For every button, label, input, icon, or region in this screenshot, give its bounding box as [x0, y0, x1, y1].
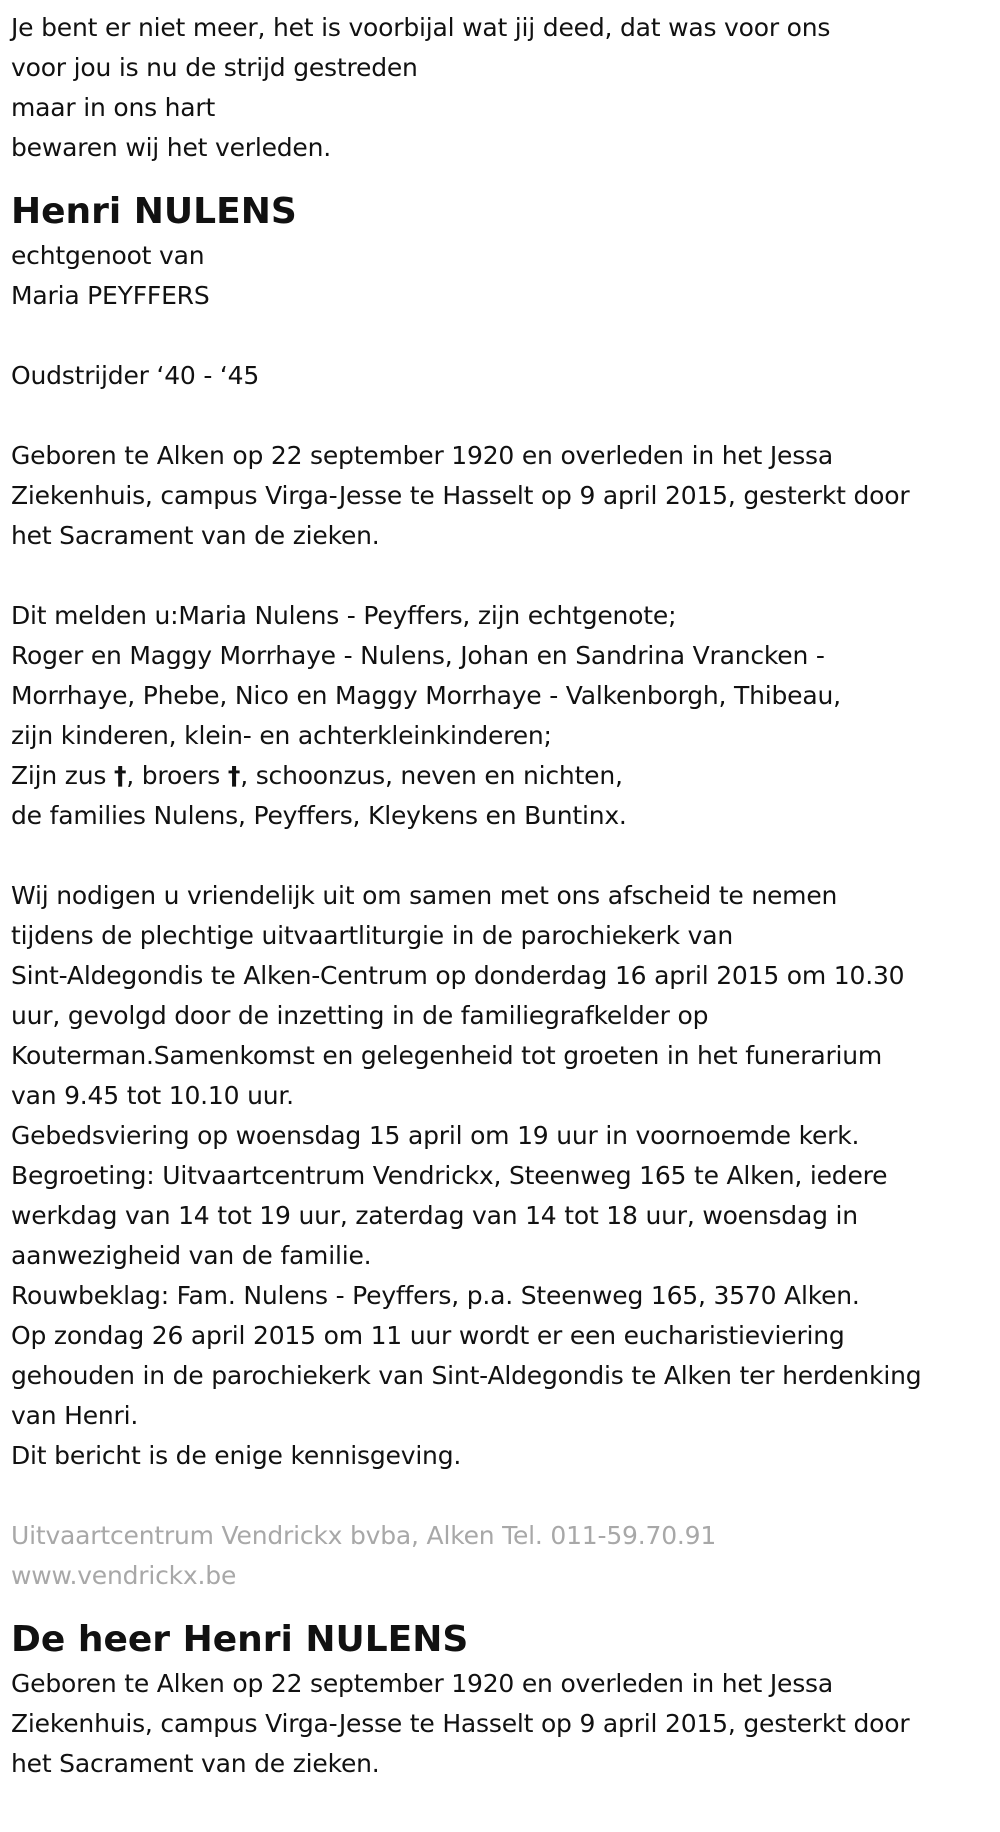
second-notice-name: De heer Henri NULENS — [11, 1619, 469, 1660]
paragraph-line: Wij nodigen u vriendelijk uit om samen met ons afscheid te nemen — [11, 881, 838, 910]
paragraph-line: Begroeting: Uitvaartcentrum Vendrickx, Steenweg 165 te Alken, iedere — [11, 1161, 888, 1190]
spacer — [11, 396, 996, 436]
spacer — [11, 556, 996, 596]
spacer — [11, 316, 996, 356]
paragraph-line: Geboren te Alken op 22 september 1920 en overleden in het Jessa — [11, 441, 834, 470]
paragraph-line: Morrhaye, Phebe, Nico en Maggy Morrhaye - Valkenborgh, Thibeau, — [11, 681, 841, 710]
veteran-note: Oudstrijder ‘40 - ‘45 — [11, 361, 260, 390]
paragraph-line: Sint-Aldegondis te Alken-Centrum op donderdag 16 april 2015 om 10.30 — [11, 961, 905, 990]
poem-line: Je bent er niet meer, het is voorbijal wat jij deed, dat was voor ons — [11, 13, 831, 42]
paragraph-line: het Sacrament van de zieken. — [11, 521, 380, 550]
paragraph-line: Rouwbeklag: Fam. Nulens - Peyffers, p.a. Steenweg 165, 3570 Alken. — [11, 1281, 860, 1310]
siblings-text: , schoonzus, neven en nichten, — [240, 761, 623, 790]
paragraph-line: van 9.45 tot 10.10 uur. — [11, 1081, 294, 1110]
cross-icon: † — [227, 761, 241, 790]
paragraph-line: tijdens de plechtige uitvaartliturgie in de parochiekerk van — [11, 921, 734, 950]
poem — [11, 8, 996, 168]
paragraph-line: van Henri. — [11, 1401, 139, 1430]
spouse-intro: echtgenoot van — [11, 241, 205, 270]
obituary-document — [11, 8, 996, 1784]
paragraph-line: Op zondag 26 april 2015 om 11 uur wordt er een eucharistieviering — [11, 1321, 845, 1350]
paragraph-line: Dit melden u:Maria Nulens - Peyffers, zijn echtgenote; — [11, 601, 677, 630]
poem-line: maar in ons hart — [11, 93, 216, 122]
deceased-name: Henri NULENS — [11, 191, 297, 232]
poem-line: voor jou is nu de strijd gestreden — [11, 53, 418, 82]
siblings-line — [11, 756, 996, 796]
paragraph-line: werkdag van 14 tot 19 uur, zaterdag van 14 tot 18 uur, woensdag in — [11, 1201, 858, 1230]
poem-line: bewaren wij het verleden. — [11, 133, 332, 162]
paragraph-line: de families Nulens, Peyffers, Kleykens en Buntinx. — [11, 801, 627, 830]
funeral-home-contact: Uitvaartcentrum Vendrickx bvba, Alken Tel. 011-59.70.91 — [11, 1521, 717, 1550]
birth-death-paragraph — [11, 436, 996, 556]
funeral-home — [11, 1516, 996, 1596]
siblings-text: , broers — [126, 761, 228, 790]
family-paragraph — [11, 596, 996, 836]
paragraph-line: Geboren te Alken op 22 september 1920 en overleden in het Jessa — [11, 1669, 834, 1698]
ceremony-paragraph — [11, 876, 996, 1476]
paragraph-line: Ziekenhuis, campus Virga-Jesse te Hasselt op 9 april 2015, gesterkt door — [11, 481, 910, 510]
cross-icon: † — [113, 761, 127, 790]
paragraph-line: zijn kinderen, klein- en achterkleinkinderen; — [11, 721, 552, 750]
paragraph-line: uur, gevolgd door de inzetting in de familiegrafkelder op — [11, 1001, 709, 1030]
paragraph-line: Kouterman.Samenkomst en gelegenheid tot groeten in het funerarium — [11, 1041, 883, 1070]
siblings-text: Zijn zus — [11, 761, 114, 790]
paragraph-line: Ziekenhuis, campus Virga-Jesse te Hasselt op 9 april 2015, gesterkt door — [11, 1709, 910, 1738]
paragraph-line: Roger en Maggy Morrhaye - Nulens, Johan en Sandrina Vrancken - — [11, 641, 825, 670]
spacer — [11, 836, 996, 876]
second-notice-paragraph — [11, 1664, 996, 1784]
spacer — [11, 1476, 996, 1516]
paragraph-line: Gebedsviering op woensdag 15 april om 19 uur in voornoemde kerk. — [11, 1121, 860, 1150]
funeral-home-website[interactable]: www.vendrickx.be — [11, 1561, 237, 1590]
paragraph-line: het Sacrament van de zieken. — [11, 1749, 380, 1778]
paragraph-line: gehouden in de parochiekerk van Sint-Aldegondis te Alken ter herdenking — [11, 1361, 922, 1390]
spouse-name: Maria PEYFFERS — [11, 281, 210, 310]
paragraph-line: aanwezigheid van de familie. — [11, 1241, 372, 1270]
paragraph-line: Dit bericht is de enige kennisgeving. — [11, 1441, 462, 1470]
